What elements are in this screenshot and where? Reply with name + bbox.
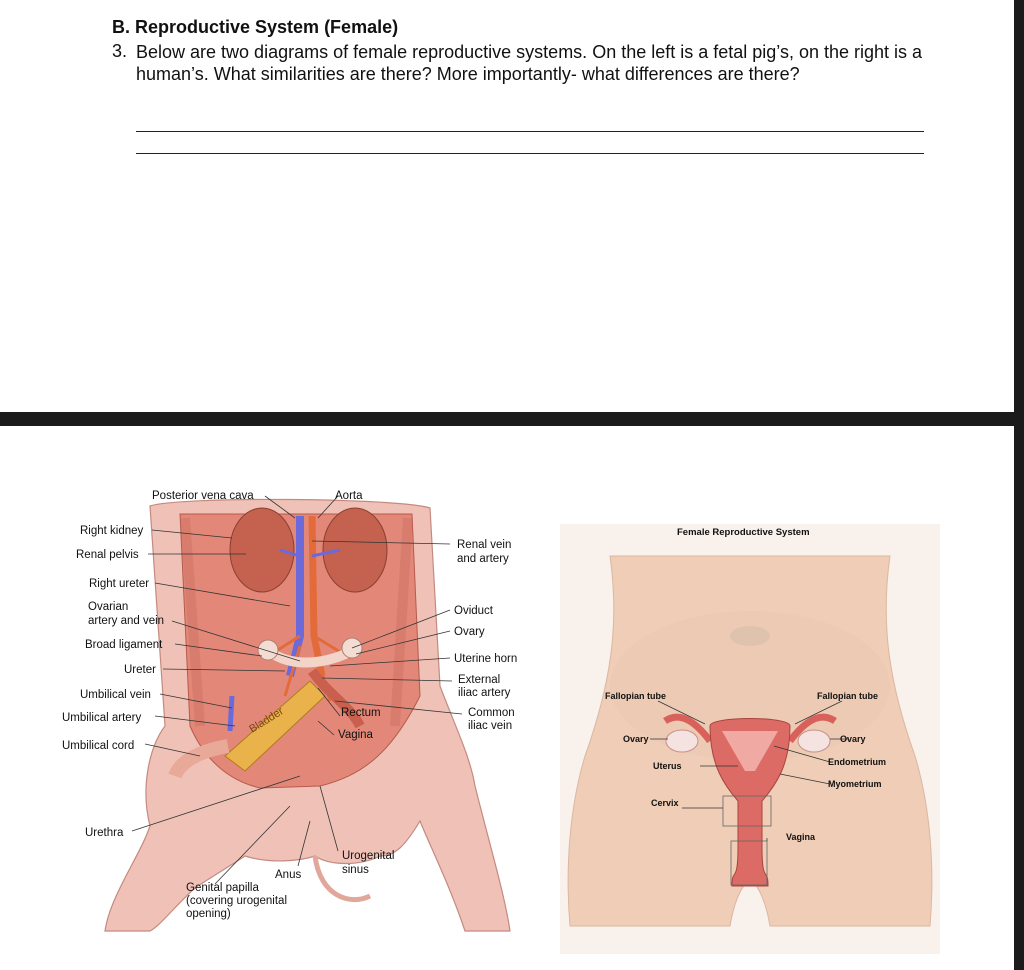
- label-genital-papilla: Genital papilla: [186, 882, 259, 894]
- label-urethra: Urethra: [85, 827, 124, 839]
- label-fallopian-tube-right: Fallopian tube: [817, 691, 879, 701]
- label-ovary-right: Ovary: [840, 734, 866, 744]
- human-female-diagram: [540, 426, 1014, 970]
- label-ovarian-2: artery and vein: [88, 615, 165, 627]
- label-ovary: Ovary: [454, 626, 485, 638]
- label-posterior-vena-cava: Posterior vena cava: [152, 490, 254, 502]
- question-number: 3.: [112, 41, 128, 61]
- label-common-iliac-2: iliac vein: [468, 720, 513, 732]
- label-anus: Anus: [275, 869, 302, 881]
- left-kidney-shape: [323, 508, 387, 592]
- label-vagina: Vagina: [338, 729, 373, 741]
- label-umbilical-artery: Umbilical artery: [62, 712, 142, 724]
- label-genital-papilla-3: opening): [186, 908, 231, 920]
- ovary-left: [666, 730, 698, 752]
- label-uterus: Uterus: [653, 761, 682, 771]
- label-right-ureter: Right ureter: [89, 578, 150, 590]
- label-endometrium: Endometrium: [828, 757, 887, 767]
- label-common-iliac: Common: [468, 707, 515, 719]
- label-cervix: Cervix: [651, 798, 679, 808]
- page-separator: [0, 412, 1024, 426]
- label-genital-papilla-2: (covering urogenital: [186, 895, 288, 907]
- label-rectum: Rectum: [341, 707, 381, 719]
- answer-line[interactable]: [136, 131, 924, 132]
- label-broad-ligament: Broad ligament: [85, 639, 163, 651]
- label-renal-pelvis: Renal pelvis: [76, 549, 139, 561]
- label-ureter: Ureter: [124, 664, 156, 676]
- label-external-iliac-2: iliac artery: [458, 687, 511, 699]
- window-border: [1014, 0, 1024, 970]
- label-external-iliac: External: [458, 674, 501, 686]
- human-diagram-title: Female Reproductive System: [677, 527, 810, 538]
- label-urogenital-sinus-2: sinus: [342, 864, 369, 876]
- answer-line[interactable]: [136, 153, 924, 154]
- label-ovary-left: Ovary: [623, 734, 649, 744]
- label-umbilical-vein: Umbilical vein: [80, 689, 151, 701]
- label-ovarian: Ovarian: [88, 601, 129, 613]
- label-vagina-human: Vagina: [786, 832, 816, 842]
- label-renal-vein: Renal vein: [457, 539, 512, 551]
- ovary-right: [798, 730, 830, 752]
- label-aorta: Aorta: [335, 490, 363, 502]
- label-myometrium: Myometrium: [828, 779, 882, 789]
- label-renal-vein-2: and artery: [457, 553, 509, 565]
- section-heading: B. Reproductive System (Female): [112, 17, 399, 37]
- question-text: Below are two diagrams of female reproductive systems. On the left is a fetal pig’s, on the right is a human’s. What similarities are there? More importantly- what differences are there?: [136, 42, 923, 84]
- label-umbilical-cord: Umbilical cord: [62, 740, 135, 752]
- fetal-pig-diagram: [0, 426, 540, 970]
- label-right-kidney: Right kidney: [80, 525, 144, 537]
- label-fallopian-tube-left: Fallopian tube: [605, 691, 667, 701]
- label-bladder: Bladder: [247, 705, 286, 736]
- label-uterine-horn: Uterine horn: [454, 653, 518, 665]
- label-oviduct: Oviduct: [454, 605, 493, 617]
- label-urogenital-sinus: Urogenital: [342, 850, 395, 862]
